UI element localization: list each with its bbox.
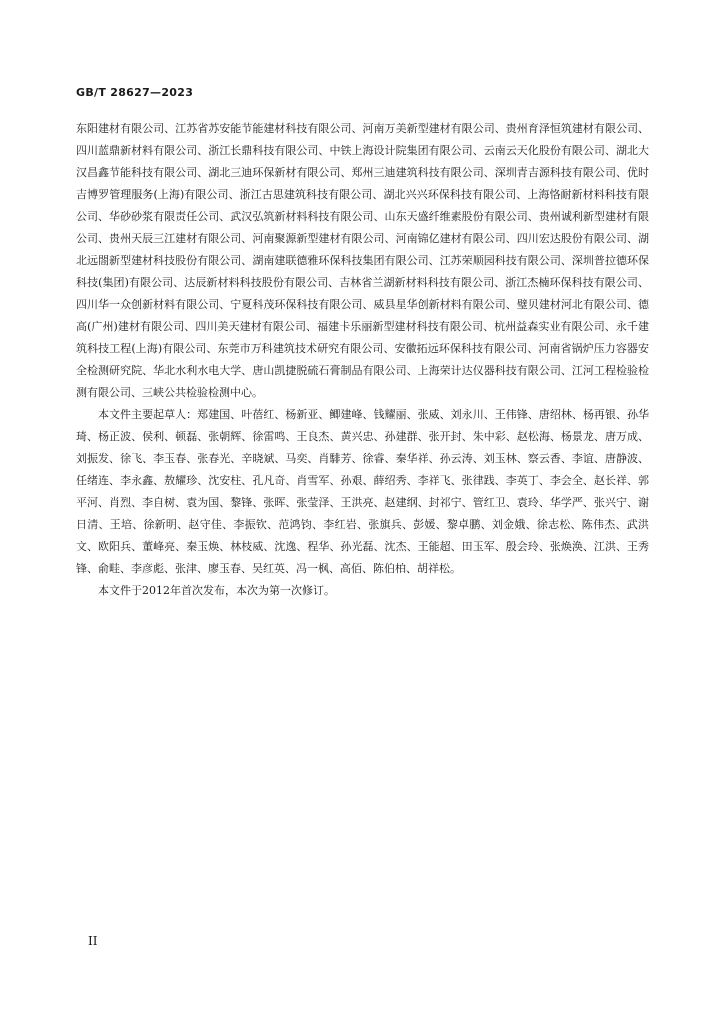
document-body (76, 118, 649, 602)
drafters-paragraph: 本文件主要起草人：郑建国、叶蓓红、杨新亚、鲫建峰、钱耀丽、张威、刘永川、王伟锋、唐绍林、杨再银、孙华琦、杨正波、侯利、顿磊、张朝辉、徐雷鸣、王良杰、黄兴忠、孙建群、张开封、朱中彩、赵松海、杨景龙、唐万成、刘振发、徐飞、李玉春、张春光、辛晓斌、马奕、肖騑芳、徐睿、秦华祥、孙云涛、刘玉林、察云香、李谊、唐静波、任绪连、李永鑫、敖耀珍、沈安柱、孔凡奇、肖雪军、孙艰、薛绍秀、李祥飞、张律践、李英丁、李会全、赵长祥、郭平河、肖烈、李自树、袁为国、黎锋、张晖、张莹泽、王洪亮、赵建纲、封祁宁、管红卫、袁玲、华学严、张兴宁、谢日清、王培、徐新明、赵守佳、李振钦、范鸿钧、李红岩、张旗兵、彭媛、黎卓鹏、刘金娥、徐志松、陈伟杰、武洪文、欧阳兵、董峰亮、秦玉焕、林枝威、沈逸、程华、孙光磊、沈杰、王能超、田玉军、殷会玲、张焕涣、江洪、王秀锋、俞畦、李彦彪、张津、廖玉春、吴红英、冯一枫、高佰、陈伯柏、胡祥松。 (76, 408, 649, 575)
participating-companies-paragraph: 东阳建材有限公司、江苏省苏安能节能建材科技有限公司、河南万美新型建材有限公司、贵州育泽恒筑建材有限公司、四川蓝鼎新材料有限公司、浙江长鼎科技有限公司、中铁上海设计院集团有限公司、云南云天化股份有限公司、湖北大汉昌鑫节能科技有限公司、湖北三迪环保新材有限公司、郑州三迪建筑科技有限公司、深圳青吉源科技有限公司、优时吉博罗管理服务(上海)有限公司、浙江古思建筑科技有限公司、湖北兴兴环保科技有限公司、上海恪耐新材料科技有限公司、华砂砂浆有限责任公司、武汉弘筑新材料科技有限公司、山东天盛纤维素股份有限公司、贵州诚利新型建材有限公司、贵州天辰三江建材有限公司、河南聚源新型建材有限公司、河南锦亿建材有限公司、四川宏达股份有限公司、湖北远閤新型建材科技股份有限公司、湖南建联德雅环保科技集团有限公司、江苏荣顺园科技有限公司、深圳普拉德环保科技(集团)有限公司、达辰新材料科技股份有限公司、吉林省兰湖新材料科技有限公司、浙江杰楠环保科技有限公司、四川华一众创新材料有限公司、宁夏科茂环保科技有限公司、威县星华创新材料有限公司、璧贝建材河北有限公司、德高(广州)建材有限公司、四川美天建材有限公司、福建卡乐丽新型建材科技有限公司、杭州益森实业有限公司、永千建筑科技工程(上海)有限公司、东莞市万科建筑技术研究有限公司、安徽拓远环保科技有限公司、河南省锅炉压力容器安全检测研究院、华北水利水电大学、唐山凯捷脱硫石膏制品有限公司、上海荣计达仪器科技有限公司、江河工程检验检测有限公司、三峡公共检验检测中心。 (76, 122, 649, 399)
page-number: II (88, 934, 98, 948)
standard-number-header: GB/T 28627—2023 (76, 86, 194, 99)
revision-history-paragraph: 本文件于2012年首次发布，本次为第一次修订。 (98, 584, 335, 597)
